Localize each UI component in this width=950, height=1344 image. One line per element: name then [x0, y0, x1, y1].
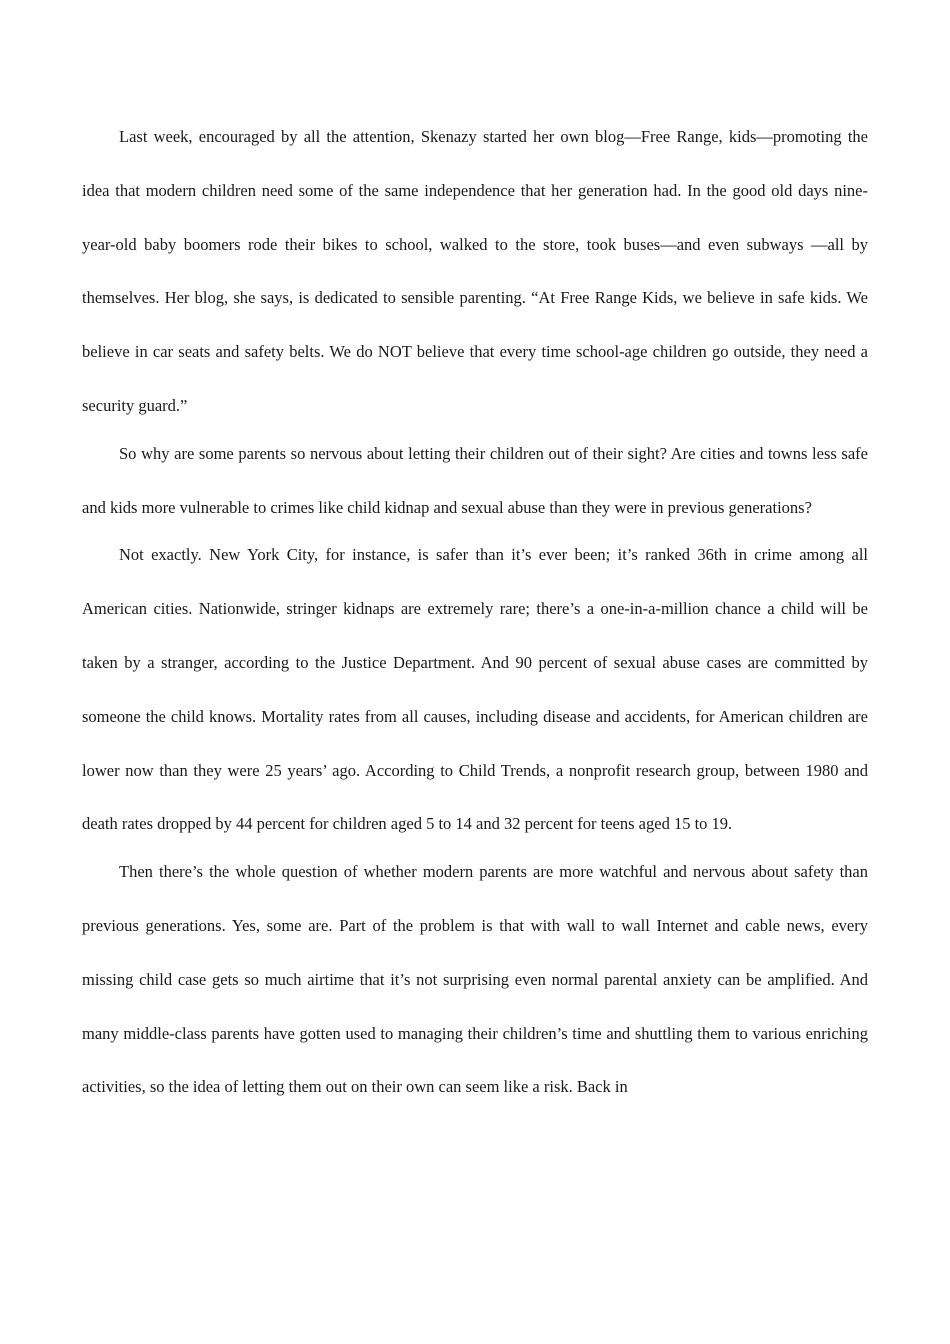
paragraph-free-range-blog: Last week, encouraged by all the attention, Skenazy started her own blog—Free Range, kids—promoting the idea that modern children need some of the same independence that her generation had. In the good old days nine-year-old baby boomers rode their bikes to school, walked to the store, took buses—and even subways —all by themselves. Her blog, she says, is dedicated to sensible parenting. “At Free Range Kids, we believe in safe kids. We believe in car seats and safety belts. We do NOT believe that every time school-age children go outside, they need a security guard.”	[82, 127, 868, 415]
paragraph-nervous-parents: So why are some parents so nervous about letting their children out of their sight? Are cities and towns less safe and kids more vulnerable to crimes like child kidnap and sexual abuse than they were in previous generations?	[82, 443, 868, 517]
paragraph-crime-statistics: Not exactly. New York City, for instance, is safer than it’s ever been; it’s ranked 36th in crime among all American cities. Nationwide, stringer kidnaps are extremely rare; there’s a one-in-a-million chance a child will be taken by a stranger, according to the Justice Department. And 90 percent of sexual abuse cases are committed by someone the child knows. Mortality rates from all causes, including disease and accidents, for American children are lower now than they were 25 years’ ago. According to Child Trends, a nonprofit research group, between 1980 and death rates dropped by 44 percent for children aged 5 to 14 and 32 percent for teens aged 15 to 19.	[82, 545, 868, 834]
document-page	[82, 110, 868, 1114]
paragraph-watchful-parents: Then there’s the whole question of whether modern parents are more watchful and nervous about safety than previous generations. Yes, some are. Part of the problem is that with wall to wall Internet and cable news, every missing child case gets so much airtime that it’s not surprising even normal parental anxiety can be amplified. And many middle-class parents have gotten used to managing their children’s time and shuttling them to various enriching activities, so the idea of letting them out on their own can seem like a risk. Back in	[82, 862, 868, 1097]
